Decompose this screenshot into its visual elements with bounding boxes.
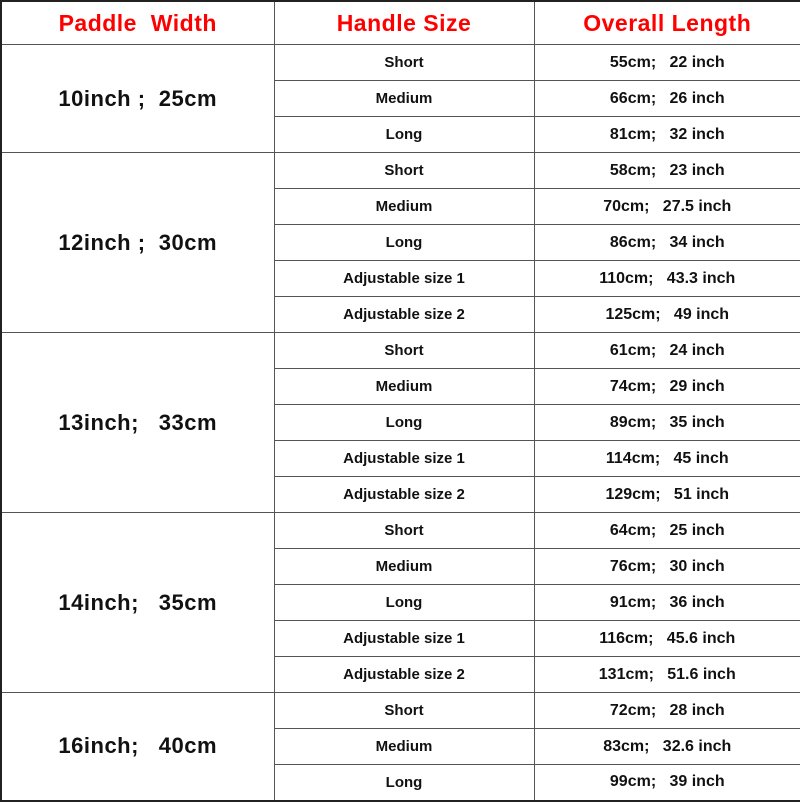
table-row <box>1 513 800 549</box>
overall-length-cell: 74cm; 29 inch <box>534 369 800 405</box>
paddle-width-cell: 14inch; 35cm <box>1 513 274 693</box>
overall-length-cell: 99cm; 39 inch <box>534 765 800 801</box>
paddle-width-cell: 12inch ; 30cm <box>1 153 274 333</box>
handle-size-cell: Medium <box>274 369 534 405</box>
handle-size-cell: Adjustable size 1 <box>274 261 534 297</box>
header-cell-paddle-width: Paddle Width <box>1 1 274 45</box>
handle-size-cell: Adjustable size 2 <box>274 657 534 693</box>
handle-size-cell: Short <box>274 693 534 729</box>
handle-size-cell: Long <box>274 405 534 441</box>
overall-length-cell: 129cm; 51 inch <box>534 477 800 513</box>
overall-length-cell: 114cm; 45 inch <box>534 441 800 477</box>
handle-size-cell: Long <box>274 585 534 621</box>
table-row <box>1 333 800 369</box>
overall-length-cell: 91cm; 36 inch <box>534 585 800 621</box>
overall-length-cell: 89cm; 35 inch <box>534 405 800 441</box>
handle-size-cell: Long <box>274 117 534 153</box>
overall-length-cell: 76cm; 30 inch <box>534 549 800 585</box>
overall-length-cell: 81cm; 32 inch <box>534 117 800 153</box>
paddle-width-cell: 16inch; 40cm <box>1 693 274 801</box>
overall-length-cell: 116cm; 45.6 inch <box>534 621 800 657</box>
overall-length-cell: 58cm; 23 inch <box>534 153 800 189</box>
header-row <box>1 1 800 45</box>
handle-size-cell: Adjustable size 1 <box>274 441 534 477</box>
overall-length-cell: 86cm; 34 inch <box>534 225 800 261</box>
handle-size-cell: Adjustable size 1 <box>274 621 534 657</box>
overall-length-cell: 64cm; 25 inch <box>534 513 800 549</box>
overall-length-cell: 125cm; 49 inch <box>534 297 800 333</box>
handle-size-cell: Medium <box>274 81 534 117</box>
handle-size-cell: Medium <box>274 189 534 225</box>
overall-length-cell: 66cm; 26 inch <box>534 81 800 117</box>
table-row <box>1 693 800 729</box>
handle-size-cell: Adjustable size 2 <box>274 477 534 513</box>
handle-size-cell: Short <box>274 153 534 189</box>
overall-length-cell: 70cm; 27.5 inch <box>534 189 800 225</box>
overall-length-cell: 61cm; 24 inch <box>534 333 800 369</box>
overall-length-cell: 131cm; 51.6 inch <box>534 657 800 693</box>
overall-length-cell: 83cm; 32.6 inch <box>534 729 800 765</box>
handle-size-cell: Medium <box>274 729 534 765</box>
handle-size-cell: Adjustable size 2 <box>274 297 534 333</box>
overall-length-cell: 72cm; 28 inch <box>534 693 800 729</box>
overall-length-cell: 110cm; 43.3 inch <box>534 261 800 297</box>
header-cell-overall-length: Overall Length <box>534 1 800 45</box>
table-row <box>1 45 800 81</box>
table-row <box>1 153 800 189</box>
handle-size-cell: Short <box>274 513 534 549</box>
paddle-width-cell: 13inch; 33cm <box>1 333 274 513</box>
overall-length-cell: 55cm; 22 inch <box>534 45 800 81</box>
header-cell-handle-size: Handle Size <box>274 1 534 45</box>
paddle-width-cell: 10inch ; 25cm <box>1 45 274 153</box>
handle-size-cell: Long <box>274 765 534 801</box>
handle-size-cell: Short <box>274 333 534 369</box>
handle-size-cell: Medium <box>274 549 534 585</box>
handle-size-cell: Short <box>274 45 534 81</box>
handle-size-cell: Long <box>274 225 534 261</box>
